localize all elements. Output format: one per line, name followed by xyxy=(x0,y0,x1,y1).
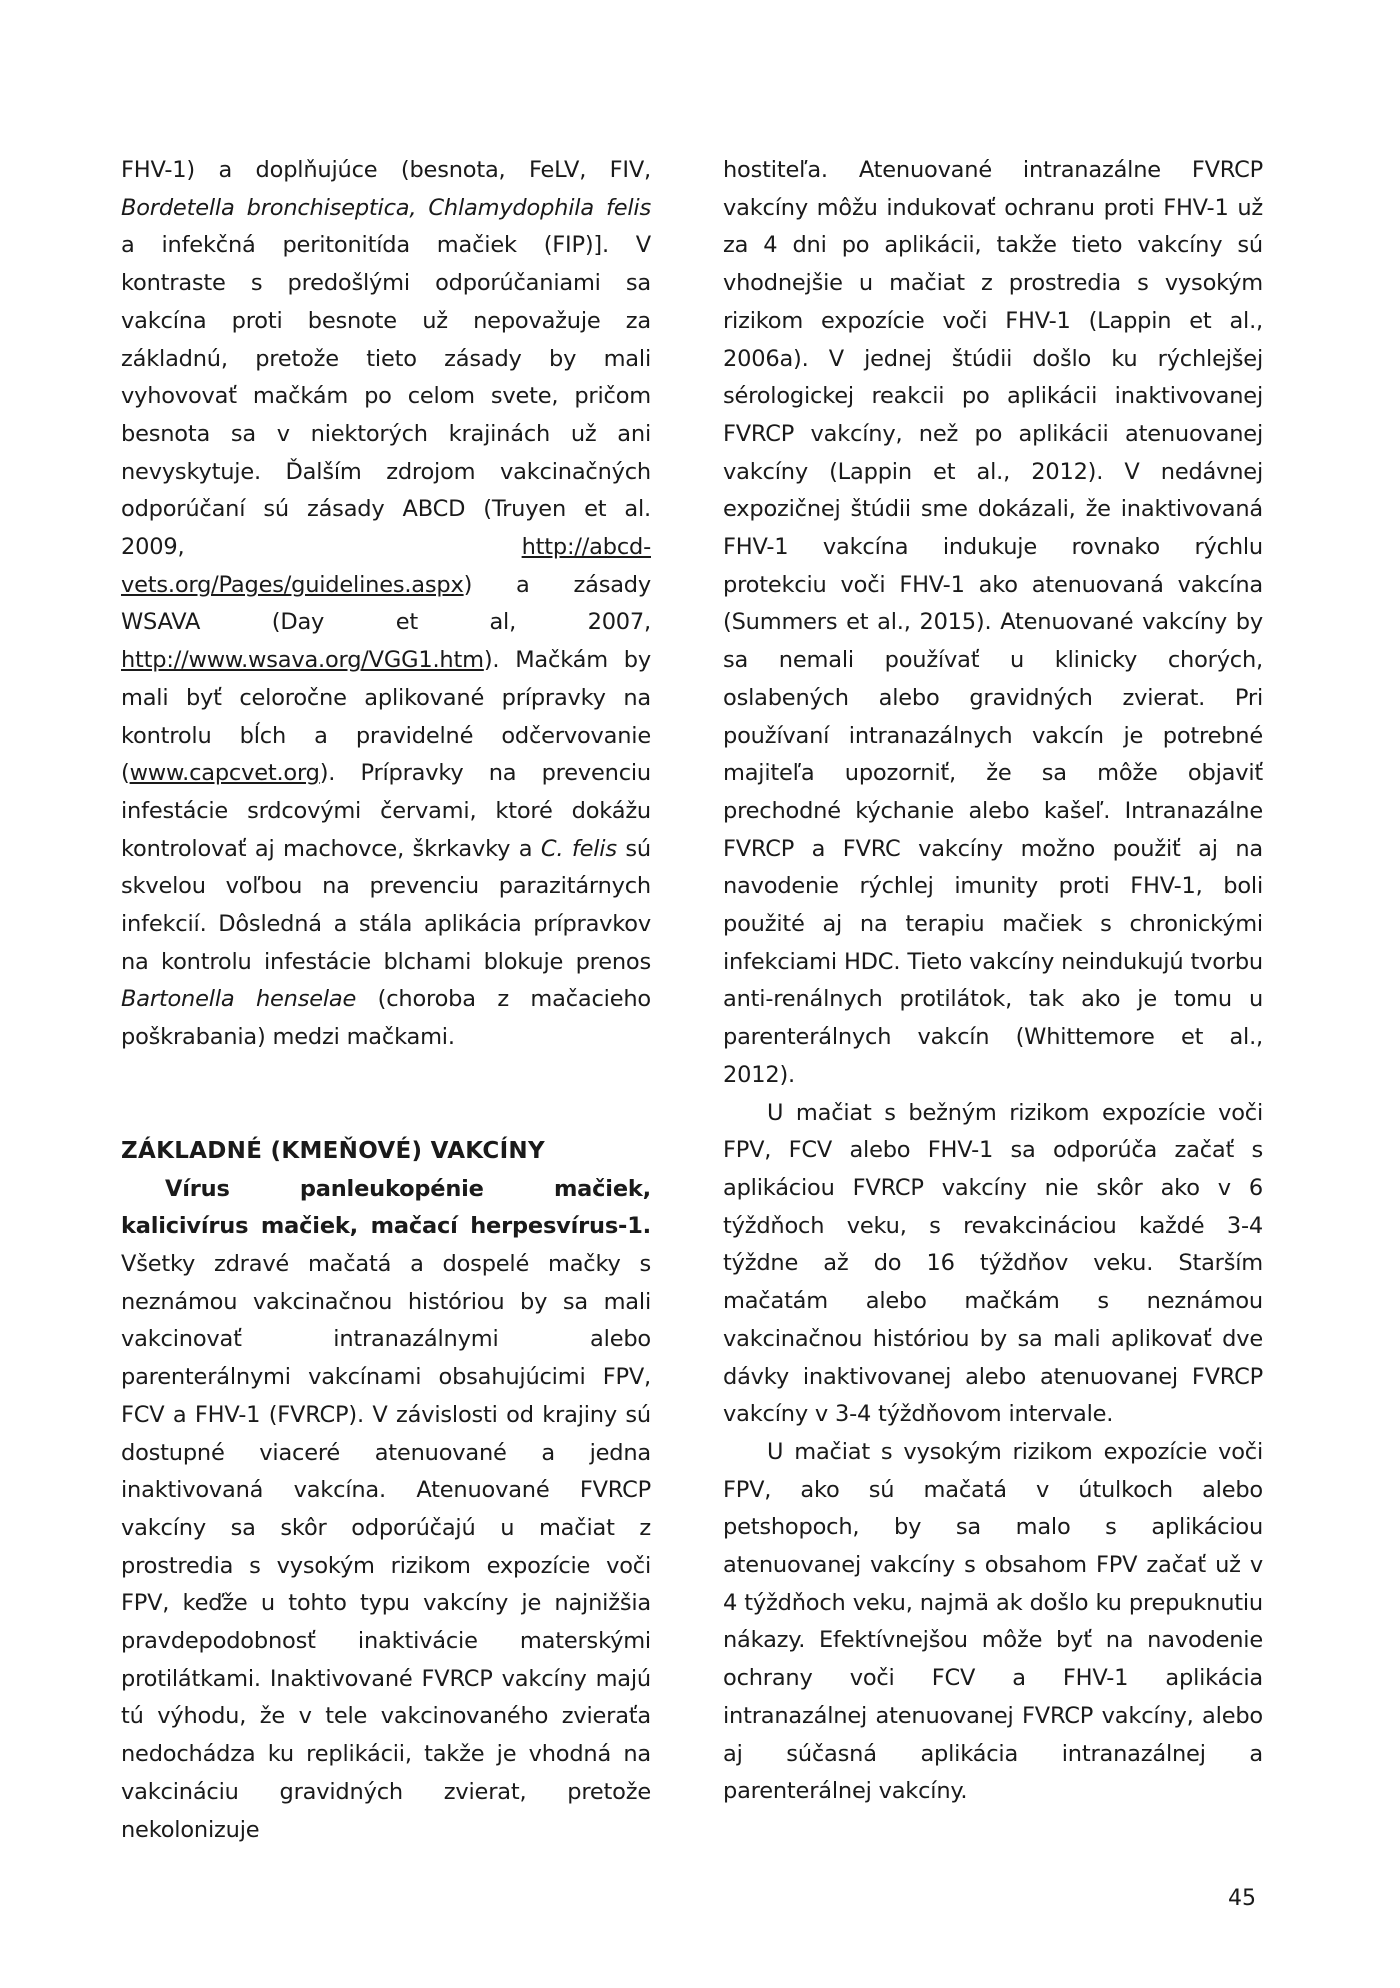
right-column xyxy=(723,152,1263,1811)
right-paragraph-1: hostiteľa. Atenuované intranazálne FVRCP vakcíny môžu indukovať ochranu proti FHV-1 už za 4 dni po aplikácii, takže tieto vakcíny sú vhodnejšie u mačiat z prostredia s vysokým rizikom expozície voči FHV-1 (Lappin et al., 2006a). V jednej štúdii došlo ku rýchlejšej sérologickej reakcii po aplikácii inaktivovanej FVRCP vakcíny, než po aplikácii atenuovanej vakcíny (Lappin et al., 2012). V nedávnej expozičnej štúdii sme dokázali, že inaktivovaná FHV-1 vakcína indukuje rovnako rýchlu protekciu voči FHV-1 ako atenuovaná vakcína (Summers et al., 2015). Atenuované vakcíny by sa nemali používať u klinicky chorých, oslabených alebo gravidných zvierat. Pri používaní intranazálnych vakcín je potrebné majiteľa upozorniť, že sa môže objaviť prechodné kýchanie alebo kašeľ. Intranazálne FVRCP a FVRC vakcíny možno použiť aj na navodenie rýchlej imunity proti FHV-1, boli použité aj na terapiu mačiek s chronickými infekciami HDC. Tieto vakcíny neindukujú tvorbu anti-renálnych protilátok, tak ako je tomu u parenterálnych vakcín (Whittemore et al., 2012). xyxy=(723,157,1263,1088)
link-wsava-guidelines[interactable]: http://www.wsava.org/VGG1.htm xyxy=(121,647,484,674)
text-run: ) a zásady WSAVA (Day et al, 2007, xyxy=(121,571,651,636)
section-heading: ZÁKLADNÉ (KMEŇOVÉ) VAKCÍNY xyxy=(121,1137,545,1164)
italic-species-names: Bordetella bronchiseptica, Chlamydophila felis xyxy=(121,194,651,221)
text-run: a infekčná peritonitída mačiek (FIP)]. V kontraste s predošlými odporúčaniami sa vakcína proti besnote už nepovažuje za základnú, pretože tieto zásady by mali vyhovovať mačkám po celom svete, pričom besnota sa v niektorých krajinách už ani nevyskytuje. Ďalším zdrojom vakcinačných odporúčaní sú zásady ABCD (Truyen et al. 2009, xyxy=(121,232,651,561)
text-run: ). Prípravky na prevenciu infestácie srdcovými červami, ktoré dokážu kontrolovať aj machovce, škrkavky a xyxy=(121,760,651,862)
link-abcd-guidelines[interactable]: http://abcd-vets.org/Pages/guidelines.aspx xyxy=(121,534,651,598)
right-paragraph-3: U mačiat s vysokým rizikom expozície voči FPV, ako sú mačatá v útulkoch alebo petshopoch, by sa malo s aplikáciou atenuovanej vakcíny s obsahom FPV začať už v 4 týždňoch veku, najmä ak došlo ku prepuknutiu nákazy. Efektívnejšou môže byť na navodenie ochrany voči FCV a FHV-1 aplikácia intranazálnej atenuovanej FVRCP vakcíny, alebo aj súčasná aplikácia intranazálnej a parenterálnej vakcíny. xyxy=(723,1438,1263,1805)
bold-lead-in: Vírus panleukopénie mačiek, kalicivírus mačiek, mačací herpesvírus-1. xyxy=(121,1175,651,1240)
link-capcvet[interactable]: www.capcvet.org xyxy=(129,760,320,787)
text-run: Všetky zdravé mačatá a dospelé mačky s neznámou vakcinačnou históriou by sa mali vakcinovať intranazálnymi alebo parenterálnymi vakcínami obsahujúcimi FPV, FCV a FHV-1 (FVRCP). V závislosti od krajiny sú dostupné viaceré atenuované a jedna inaktivovaná vakcína. Atenuované FVRCP vakcíny sa skôr odporúčajú u mačiat z prostredia s vysokým rizikom expozície voči FPV, keďže u tohto typu vakcíny je najnižšia pravdepodobnosť inaktivácie materskými protilátkami. Inaktivované FVRCP vakcíny majú tú výhodu, že v tele vakcinovaného zvieraťa nedochádza ku replikácii, takže je vhodná na vakcináciu gravidných zvierat, pretože nekolonizuje xyxy=(121,1250,651,1843)
text-run: FHV-1) a doplňujúce (besnota, FeLV, FIV, xyxy=(121,157,651,183)
page-number: 45 xyxy=(1228,1886,1256,1911)
italic-c-felis: C. felis xyxy=(540,835,617,862)
left-paragraph-1 xyxy=(121,152,651,1057)
left-column xyxy=(121,152,651,1849)
text-run: ). Mačkám by mali byť celoročne aplikované prípravky na kontrolu bĺch a pravidelné odčervovanie ( xyxy=(121,647,651,787)
text-run: (choroba z mačacieho poškrabania) medzi mačkami. xyxy=(121,986,651,1051)
italic-bartonella: Bartonella henselae xyxy=(121,986,357,1013)
section-spacer xyxy=(121,1057,651,1133)
left-paragraph-2 xyxy=(121,1171,651,1850)
right-paragraph-2: U mačiat s bežným rizikom expozície voči FPV, FCV alebo FHV-1 sa odporúča začať s aplikáciou FVRCP vakcíny nie skôr ako v 6 týždňoch veku, s revakcináciou každé 3-4 týždne až do 16 týždňov veku. Starším mačatám alebo mačkám s neznámou vakcinačnou históriou by sa mali aplikovať dve dávky inaktivovanej alebo atenuovanej FVRCP vakcíny v 3-4 týždňovom intervale. xyxy=(723,1099,1263,1428)
text-run: sú skvelou voľbou na prevenciu parazitárnych infekcií. Dôsledná a stála aplikácia prípravkov na kontrolu infestácie blchami blokuje prenos xyxy=(121,835,651,975)
